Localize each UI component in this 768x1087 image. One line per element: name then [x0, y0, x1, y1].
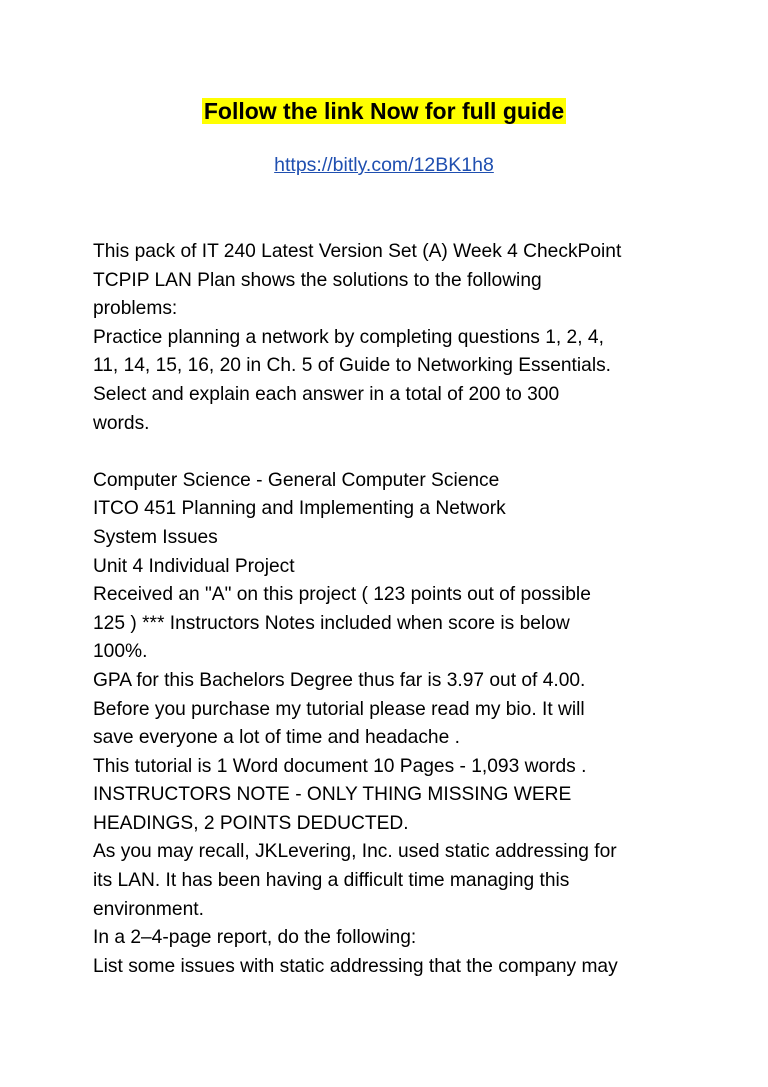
text-line: As you may recall, JKLevering, Inc. used static addressing for: [93, 841, 617, 863]
text-line: environment.: [93, 898, 204, 920]
text-line: In a 2–4-page report, do the following:: [93, 927, 417, 949]
text-line: Before you purchase my tutorial please read my bio. It will: [93, 698, 585, 720]
text-line: Received an "A" on this project ( 123 points out of possible: [93, 584, 591, 606]
text-line: This pack of IT 240 Latest Version Set (A) Week 4 CheckPoint: [93, 241, 622, 262]
text-line: problems:: [93, 298, 178, 320]
text-line: Select and explain each answer in a total of 200 to 300: [93, 383, 560, 405]
text-line: its LAN. It has been having a difficult time managing this: [93, 870, 570, 892]
paragraph-spacer: [93, 438, 733, 467]
text-line: ITCO 451 Planning and Implementing a Network: [93, 498, 506, 520]
text-line: GPA for this Bachelors Degree thus far is 3.97 out of 4.00.: [93, 669, 586, 691]
guide-heading: [0, 94, 768, 128]
guide-link[interactable]: https://bitly.com/12BK1h8: [274, 154, 494, 176]
text-line: HEADINGS, 2 POINTS DEDUCTED.: [93, 812, 409, 834]
text-line: System Issues: [93, 526, 218, 548]
text-line: Computer Science - General Computer Science: [93, 469, 500, 491]
text-line: Unit 4 Individual Project: [93, 555, 295, 577]
text-line: 100%.: [93, 641, 148, 663]
text-line: INSTRUCTORS NOTE - ONLY THING MISSING WERE: [93, 784, 572, 806]
text-line: List some issues with static addressing that the company may: [93, 955, 618, 977]
intro-paragraph: [93, 238, 733, 438]
guide-heading-text: Follow the link Now for full guide: [203, 98, 565, 124]
text-line: This tutorial is 1 Word document 10 Pages - 1,093 words .: [93, 755, 587, 777]
text-line: TCPIP LAN Plan shows the solutions to the following: [93, 269, 542, 291]
text-line: 11, 14, 15, 16, 20 in Ch. 5 of Guide to Networking Essentials.: [93, 355, 612, 377]
text-line: 125 ) *** Instructors Notes included when score is below: [93, 612, 570, 634]
text-line: Practice planning a network by completing questions 1, 2, 4,: [93, 326, 604, 348]
text-line: words.: [93, 412, 150, 434]
document-body: [93, 238, 733, 981]
text-line: save everyone a lot of time and headache .: [93, 727, 460, 749]
details-paragraph: [93, 467, 733, 982]
